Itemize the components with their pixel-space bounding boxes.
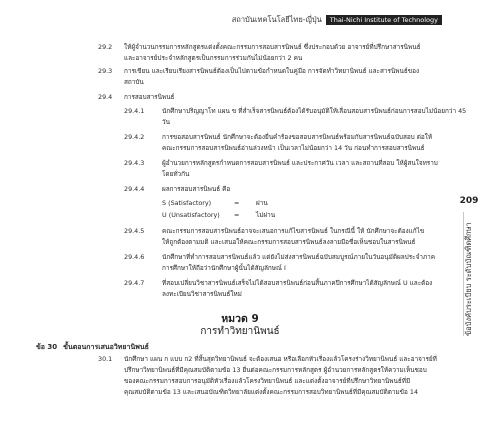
subitem-line: นักศึกษาที่ทำการสอบสารนิพนธ์แล้ว แต่ยังไม่ส่งสารนิพนธ์ฉบับสมบูรณ์ภายในวันอนุมัติผลประจำภาค: [162, 253, 435, 261]
subitem-number: 29.4.6: [124, 253, 145, 261]
item-line: สถาบัน: [124, 78, 144, 86]
clause-line: ของคณะกรรมการสอบการอนุมัติหัวเรื่องแล้วโครงวิทยานิพนธ์ และแต่งตั้งอาจารย์ที่ปรึกษาวิทยานิพนธ์ที่มี: [124, 377, 411, 385]
side-section-label: ข้อบังคับระเบียบ ระดับบัณฑิตศึกษา: [464, 222, 473, 336]
result-meaning: ไม่ผ่าน: [256, 211, 276, 219]
clause-line: นักศึกษา แผน ก แบบ ก2 ที่สิ้นสุดวิทยานิพนธ์ จะต้องเสนอ หรือเลือกหัวเรื่องแล้วโครงร่างวิทยานิพนธ์ และอาจารย์ที่: [124, 355, 437, 363]
subitem-line: นักศึกษาปริญญาโท แผน ข ที่สำเร็จสารนิพนธ์ต้องได้รับอนุมัติให้เลื่อนสอบสารนิพนธ์ก่อนการสอบไม่น้อยกว่า 45: [162, 107, 467, 115]
subitem-line: โดยทั่วกัน: [162, 170, 190, 178]
clause-line: คุณสมบัติตามข้อ 13 และเสนอบัณฑิตวิทยาลัยแต่งตั้งคณะกรรมการสอบวิทยานิพนธ์ที่มีคุณสมบัติตามข้อ 14: [124, 388, 419, 396]
section-title: ขั้นตอนการเสนอวิทยานิพนธ์: [63, 343, 149, 351]
item-line: การสอบสารนิพนธ์: [124, 93, 175, 101]
result-equals: =: [234, 211, 240, 219]
subitem-line: ให้ถูกต้องตามมติ และเสนอให้คณะกรรมการสอบสารนิพนธ์ลงลายมือชื่อเห็นชอบในสารนิพนธ์: [162, 238, 416, 246]
subitem-number: 29.4.2: [124, 133, 145, 141]
section-heading: [36, 342, 155, 353]
subitem-number: 29.4.4: [124, 185, 145, 193]
subitem-line: ลงทะเบียนวิชาสารนิพนธ์ใหม่: [162, 290, 242, 298]
item-line: และอาจารย์ประจำหลักสูตรเป็นกรรมการร่วมกันไม่น้อยกว่า 2 คน: [124, 54, 303, 62]
result-meaning: ผ่าน: [256, 199, 268, 207]
chapter-number: หมวด 9: [221, 313, 259, 325]
section-number: ข้อ 30: [36, 343, 58, 351]
subitem-number: 29.4.1: [124, 107, 145, 115]
subitem-line: ผู้อำนวยการหลักสูตรกำหนดการสอบสารนิพนธ์ และประกาศวัน เวลา และสถานที่สอบ ให้ผู้สนใจทราบ: [162, 159, 438, 167]
running-header: [231, 14, 442, 26]
item-line: ให้ผู้จำนวนกรรมการหลักสูตรแต่งตั้งคณะกรรมการสอบสารนิพนธ์ ซึ่งประกอบด้วย อาจารย์ที่ปรึกษาสารนิพนธ์: [124, 43, 421, 51]
subitem-number: 29.4.5: [124, 227, 145, 235]
result-equals: =: [234, 199, 240, 207]
result-code: U (Unsatisfactory): [162, 211, 220, 219]
clause-line: ปรึกษาวิทยานิพนธ์ที่มีคุณสมบัติตามข้อ 13 ยื่นต่อคณะกรรมการหลักสูตร ผู้อำนวยการหลักสูตรให้ความเห็นชอบ: [124, 366, 427, 374]
institute-name: สถาบันเทคโนโลยีไทย-ญี่ปุ่น: [231, 15, 322, 24]
item-line: การเขียน และเรียบเรียงสารนิพนธ์ต้องเป็นไปตามข้อกำหนดในคู่มือ การจัดทำวิทยานิพนธ์ และสารนิพนธ์ของ: [124, 67, 420, 75]
item-number: 29.2: [98, 43, 113, 51]
item-number: 29.4: [98, 93, 113, 101]
subitem-line: วัน: [162, 118, 170, 126]
subitem-line: การขอสอบสารนิพนธ์ นักศึกษาจะต้องยื่นคำร้องขอสอบสารนิพนธ์พร้อมกับสารนิพนธ์ฉบับสอบ ต่อให้: [162, 133, 433, 141]
result-code: S (Satisfactory): [162, 199, 212, 207]
subitem-number: 29.4.3: [124, 159, 145, 167]
page-number: 209: [459, 196, 479, 206]
subitem-number: 29.4.7: [124, 279, 145, 287]
subitem-line: การศึกษาให้ถือว่านักศึกษาผู้นั้นได้สัญลักษณ์ I: [162, 264, 286, 272]
subitem-line: คณะกรรมการสอบสารนิพนธ์อ่านล่วงหน้า เป็นเวลาไม่น้อยกว่า 14 วัน ก่อนทำการสอบสารนิพนธ์: [162, 144, 425, 152]
subitem-line: คณะกรรมการสอบสารนิพนธ์อาจจะเสนอการแก้ไขสารนิพนธ์ ในกรณีนี้ ให้ นักศึกษาจะต้องแก้ไข: [162, 227, 425, 235]
institute-badge: Thai-Nichi Institute of Technology: [326, 15, 442, 25]
subitem-line: ผลการสอบสารนิพนธ์ คือ: [162, 185, 231, 193]
subitem-line: ที่สอบเปลี่ยนวิชาสารนิพนธ์เสร็จไม่ได้สอบสารนิพนธ์ก่อนสิ้นภาคปีการศึกษาได้สัญลักษณ์ U และต้อง: [162, 279, 433, 287]
clause-number: 30.1: [98, 355, 113, 363]
chapter-title: การทำวิทยานิพนธ์: [200, 326, 280, 337]
item-number: 29.3: [98, 67, 113, 75]
